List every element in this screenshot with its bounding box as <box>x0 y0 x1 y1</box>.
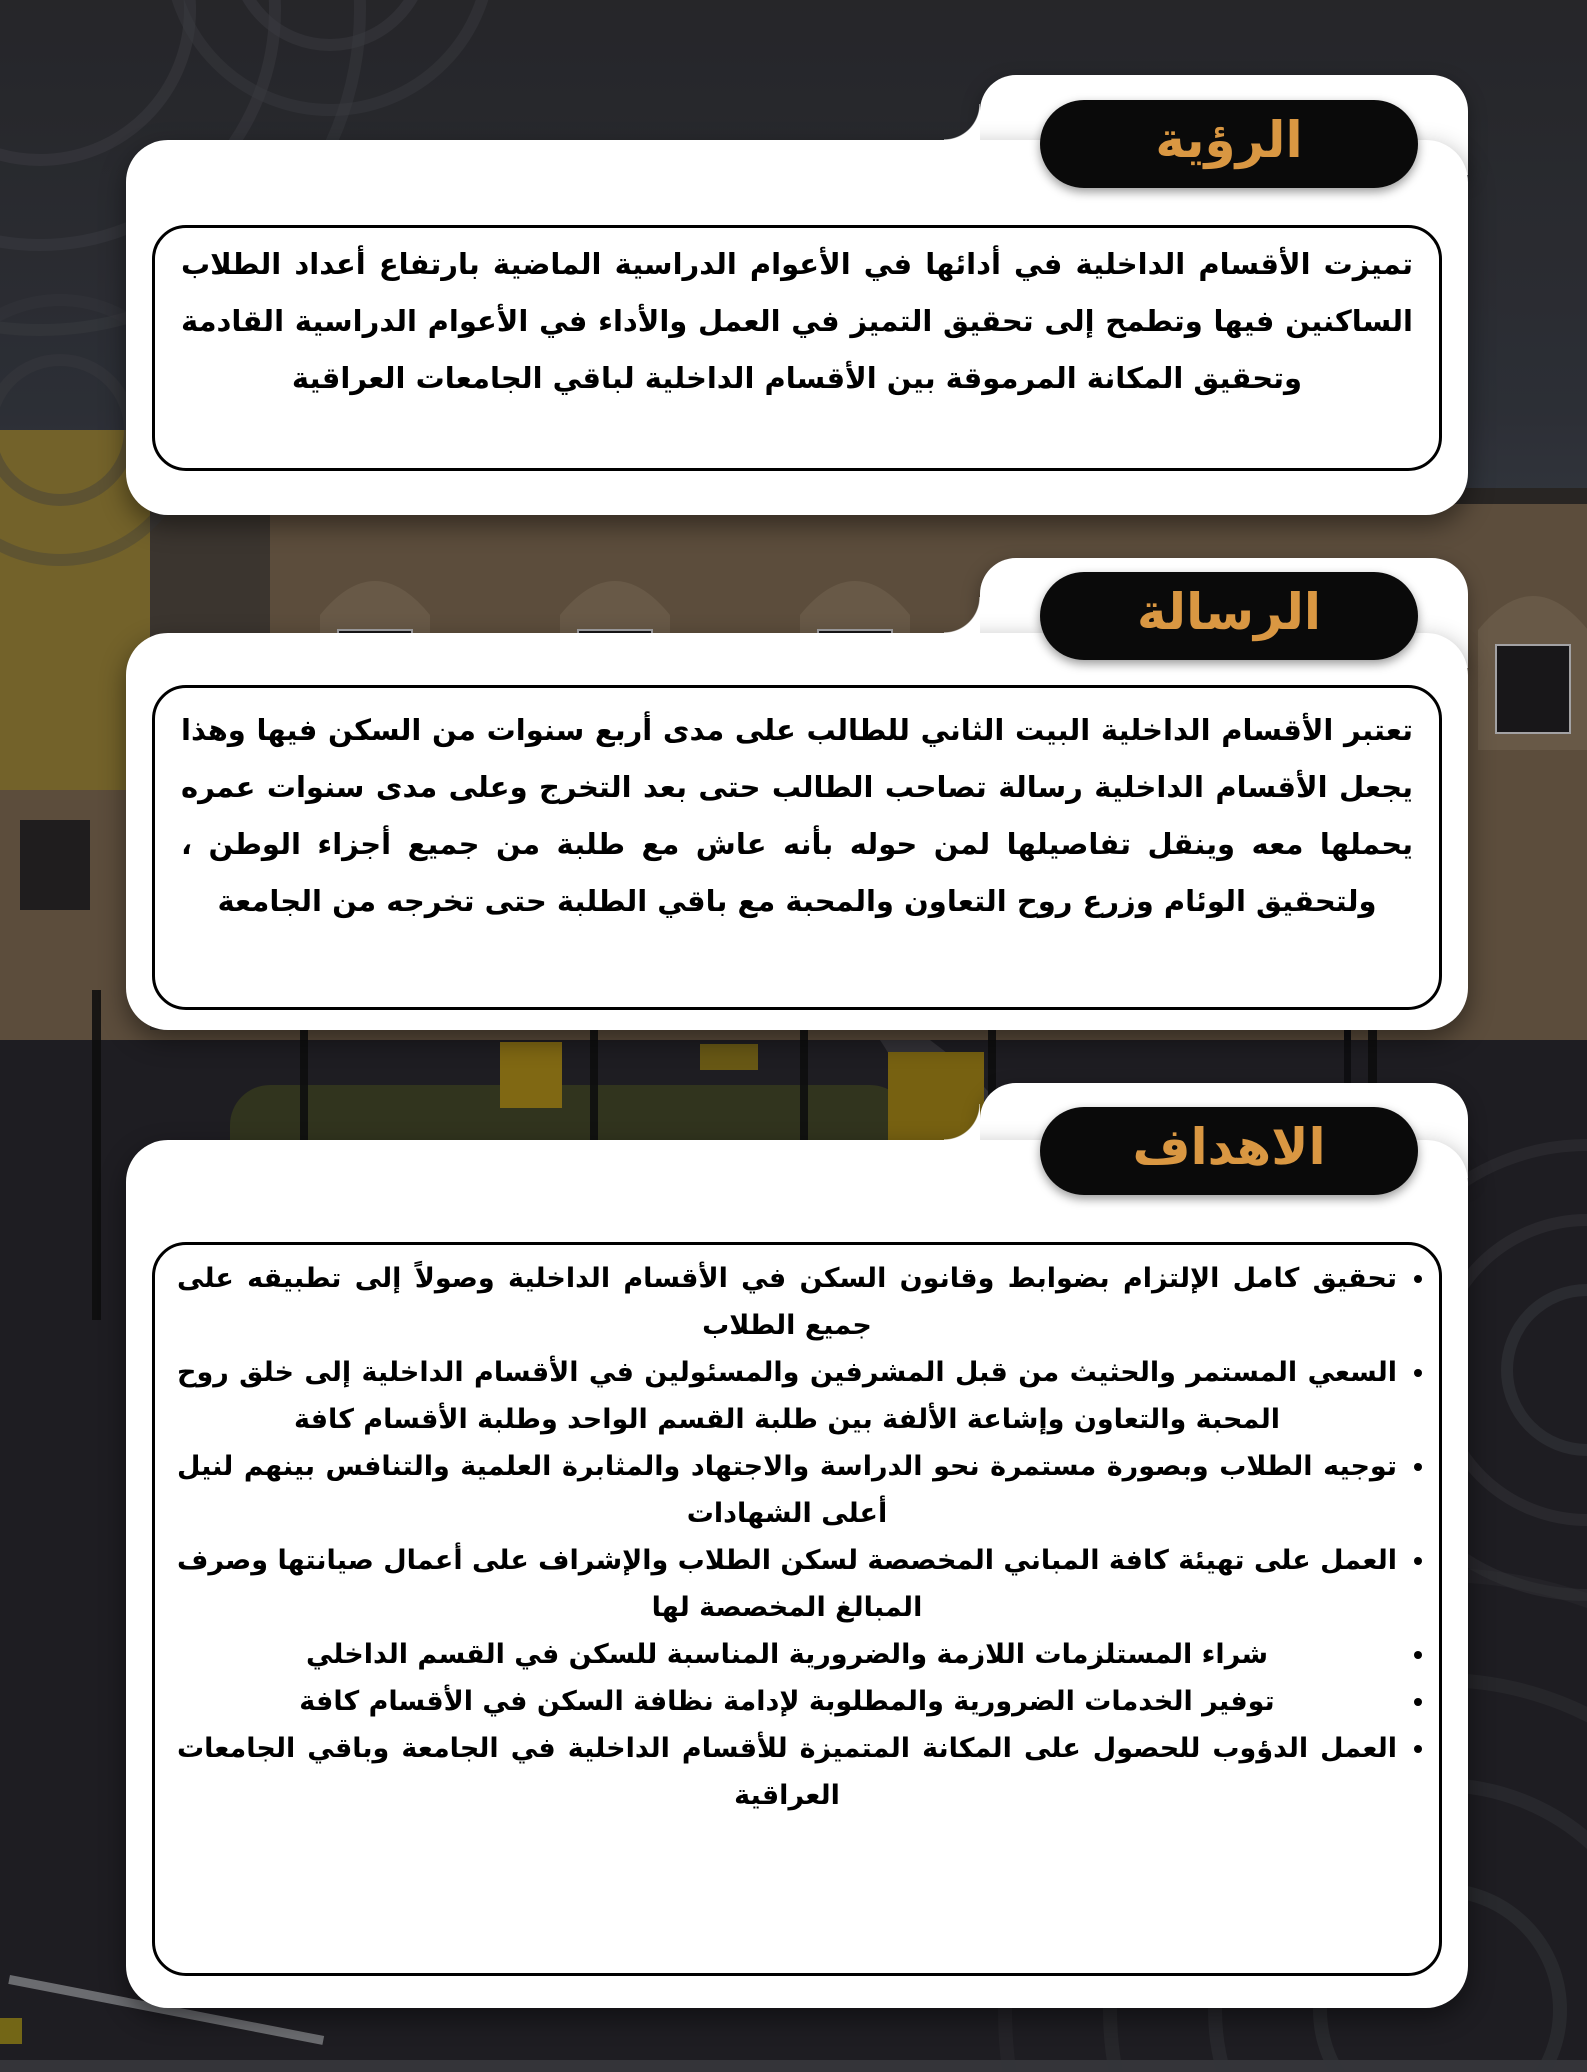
vision-title: الرؤية <box>1155 111 1303 169</box>
mission-title: الرسالة <box>1136 583 1322 641</box>
mission-text-frame <box>152 685 1442 1010</box>
vision-card <box>126 75 1468 515</box>
objectives-title-pill <box>1040 1107 1418 1195</box>
objectives-list-frame <box>152 1242 1442 1976</box>
objective-item: • العمل على تهيئة كافة المباني المخصصة لسكن الطلاب والإشراف على أعمال صيانتها وصرف المبالغ المخصصة لها <box>177 1537 1399 1631</box>
vision-text: تميزت الأقسام الداخلية في أدائها في الأعوام الدراسية الماضية بارتفاع أعداد الطلاب الساكنين فيها وتطمح إلى تحقيق التميز في العمل والأداء في الأعوام الدراسية القادمة وتحقيق المكانة المرموقة بين الأقسام الداخلية لباقي الجامعات العراقية <box>181 247 1413 395</box>
objective-item: • شراء المستلزمات اللازمة والضرورية المناسبة للسكن في القسم الداخلي <box>177 1631 1399 1678</box>
objectives-tab-fillet <box>944 1104 980 1140</box>
mission-text: تعتبر الأقسام الداخلية البيت الثاني للطالب على مدى أربع سنوات من السكن فيها وهذا يجعل الأقسام الداخلية رسالة تصاحب الطالب حتى بعد التخرج وعلى مدى سنوات عمره يحملها معه وينقل تفاصيلها لمن حوله بأنه عاش مع طلبة من جميع أجزاء الوطن ، ولتحقيق الوئام وزرع روح التعاون والمحبة مع باقي الطلبة حتى تخرجه من الجامعة <box>181 713 1413 918</box>
objective-item: • تحقيق كامل الإلتزام بضوابط وقانون السكن في الأقسام الداخلية وصولاً إلى تطبيقه على جميع الطلاب <box>177 1255 1399 1349</box>
mission-title-pill <box>1040 572 1418 660</box>
vision-text-frame <box>152 225 1442 471</box>
objective-item: • السعي المستمر والحثيث من قبل المشرفين والمسئولين في الأقسام الداخلية إلى خلق روح المحبة والتعاون وإشاعة الألفة بين طلبة القسم الواحد وطلبة الأقسام كافة <box>177 1349 1399 1443</box>
objectives-card <box>126 1083 1468 2008</box>
objectives-title: الاهداف <box>1132 1118 1326 1176</box>
objective-item: • العمل الدؤوب للحصول على المكانة المتميزة للأقسام الداخلية في الجامعة وباقي الجامعات العراقية <box>177 1725 1399 1819</box>
vision-title-pill <box>1040 100 1418 188</box>
objective-item: • توجيه الطلاب وبصورة مستمرة نحو الدراسة والاجتهاد والمثابرة العلمية والتنافس بينهم لنيل أعلى الشهادات <box>177 1443 1399 1537</box>
vision-tab-fillet <box>944 104 980 140</box>
objectives-list <box>155 1245 1439 1829</box>
mission-tab-fillet <box>944 597 980 633</box>
objective-item: • توفير الخدمات الضرورية والمطلوبة لإدامة نظافة السكن في الأقسام كافة <box>177 1678 1399 1725</box>
mission-card <box>126 558 1468 1030</box>
